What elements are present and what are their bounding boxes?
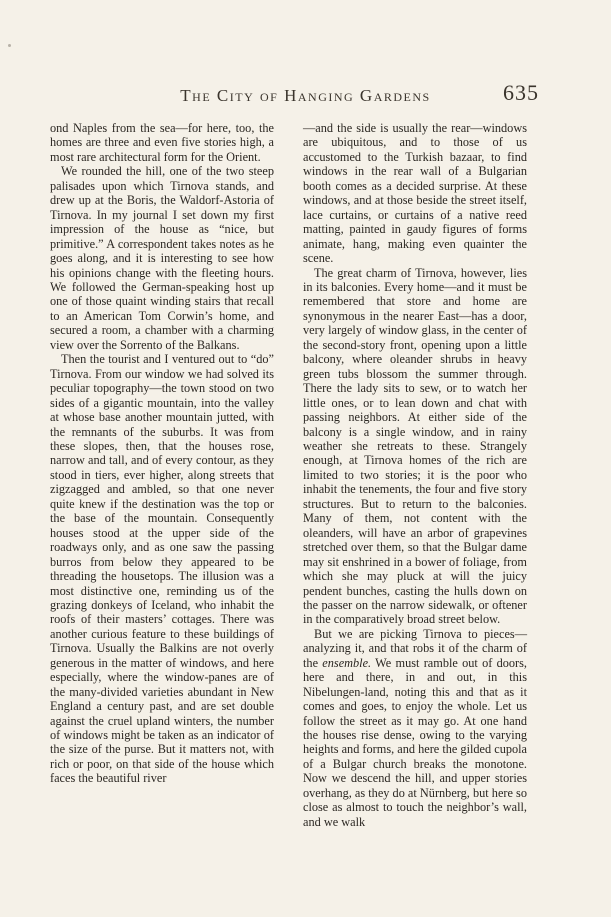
margin-speck bbox=[8, 44, 11, 47]
paragraph: Then the tourist and I ventured out to “do” Tirnova. From our window we had solved its peculiar topography—the town stood on two sides of a gigantic mountain, into the valley at whose base another mountain jutted, with the remnants of the suburbs. It was from these slopes, then, that the houses rose, narrow and tall, and of every contour, as they stood in tiers, ever higher, along streets that zigzagged and ambled, so that one never quite knew if the destination was the top or the base of the mountain. Consequently houses stood at the upper side of the roadways only, and as one saw the passing burros from below they appeared to be threading the housetops. The illusion was a most distinctive one, reminding us of the grazing donkeys of Iceland, who inhabit the roofs of their masters’ cottages. There was another curious feature to these buildings of Tirnova. Usually the Balkins are not overly generous in the matter of windows, and here especially, where the window-panes are of the many-divided varieties abundant in New England a century past, and are set double against the cruel upland winters, the number of windows might be taken as an indicator of the size of the purse. But it matters not, with rich or poor, on that side of the house which faces the beautiful river bbox=[50, 352, 274, 786]
paragraph: We rounded the hill, one of the two steep palisades upon which Tirnova stands, and drew up at the Boris, the Waldorf-Astoria of Tirnova. In my journal I set down my first impression of the house as “nice, but primitive.” A correspondent takes notes as he goes along, and it is interesting to see how his opinions change with the fleeting hours. We followed the German-speaking host up one of those quaint winding stairs that recall to an American Tom Corwin’s home, and secured a room, a chamber with a charming view over the Sorrento of the Balkans. bbox=[50, 164, 274, 352]
right-column bbox=[303, 121, 527, 829]
paragraph: The great charm of Tirnova, however, lies in its balconies. Every home—and it must be remembered that store and home are synonymous in the nearer East—has a door, very largely of window glass, in the center of the second-story front, opening upon a little balcony, where oleander shrubs in heavy green tubs blossom the summer through. There the lady sits to sew, or to watch her little ones, or to lean down and chat with passing neighbors. At either side of the balcony is a single window, and in rainy weather she retreats to these. Strangely enough, at Tirnova homes of the rich are limited to two stories; it is the poor who inhabit the tenements, the four and five story structures. But to return to the balconies. Many of them, not content with the oleanders, will have an arbor of grapevines stretched over them, so that the Bulgar dame may sit enshrined in a bower of foliage, from which she may pluck at will the juicy pendent bunches, casting the hulls down on the passer on the narrow sidewalk, or oftener in the comparatively broad street below. bbox=[303, 265, 527, 627]
paragraph: ond Naples from the sea—for here, too, the homes are three and even five stories high, a most rare architectural form for the Orient. bbox=[50, 121, 274, 164]
page-header bbox=[0, 80, 611, 110]
page-number: 635 bbox=[503, 80, 539, 105]
paragraph-text: We must ramble out of doors, here and there, in and out, in this Nibelungen-land, noting this and that as it comes and goes, to enjoy the whole. Let us follow the street as it may go. At one hand the houses rise dense, owing to the varying heights and forms, and here the gilded cupola of a Bulgar church breaks the monotone. Now we descend the hill, and upper stories overhang, as they do at Nürnberg, but here so close as almost to touch the neighbor’s wall, and we walk bbox=[303, 655, 528, 829]
left-column bbox=[50, 121, 274, 786]
paragraph-text: But we are picking Tirnova to pieces—analyzing it, and that robs it of the charm of the bbox=[303, 626, 527, 670]
running-title: The City of Hanging Gardens bbox=[180, 86, 431, 105]
paragraph: —and the side is usually the rear—windows are ubiquitous, and to those of us accustomed to the Turkish bazaar, to find windows in the rear wall of a Bulgarian booth comes as a decided surprise. At these windows, and at those beside the street itself, lace curtains, or curtains of a native reed matting, painted in gaudy figures of forms animate, hang, making even quainter the scene. bbox=[303, 121, 527, 266]
paragraph bbox=[303, 627, 527, 829]
italic-word: ensemble. bbox=[322, 655, 372, 670]
